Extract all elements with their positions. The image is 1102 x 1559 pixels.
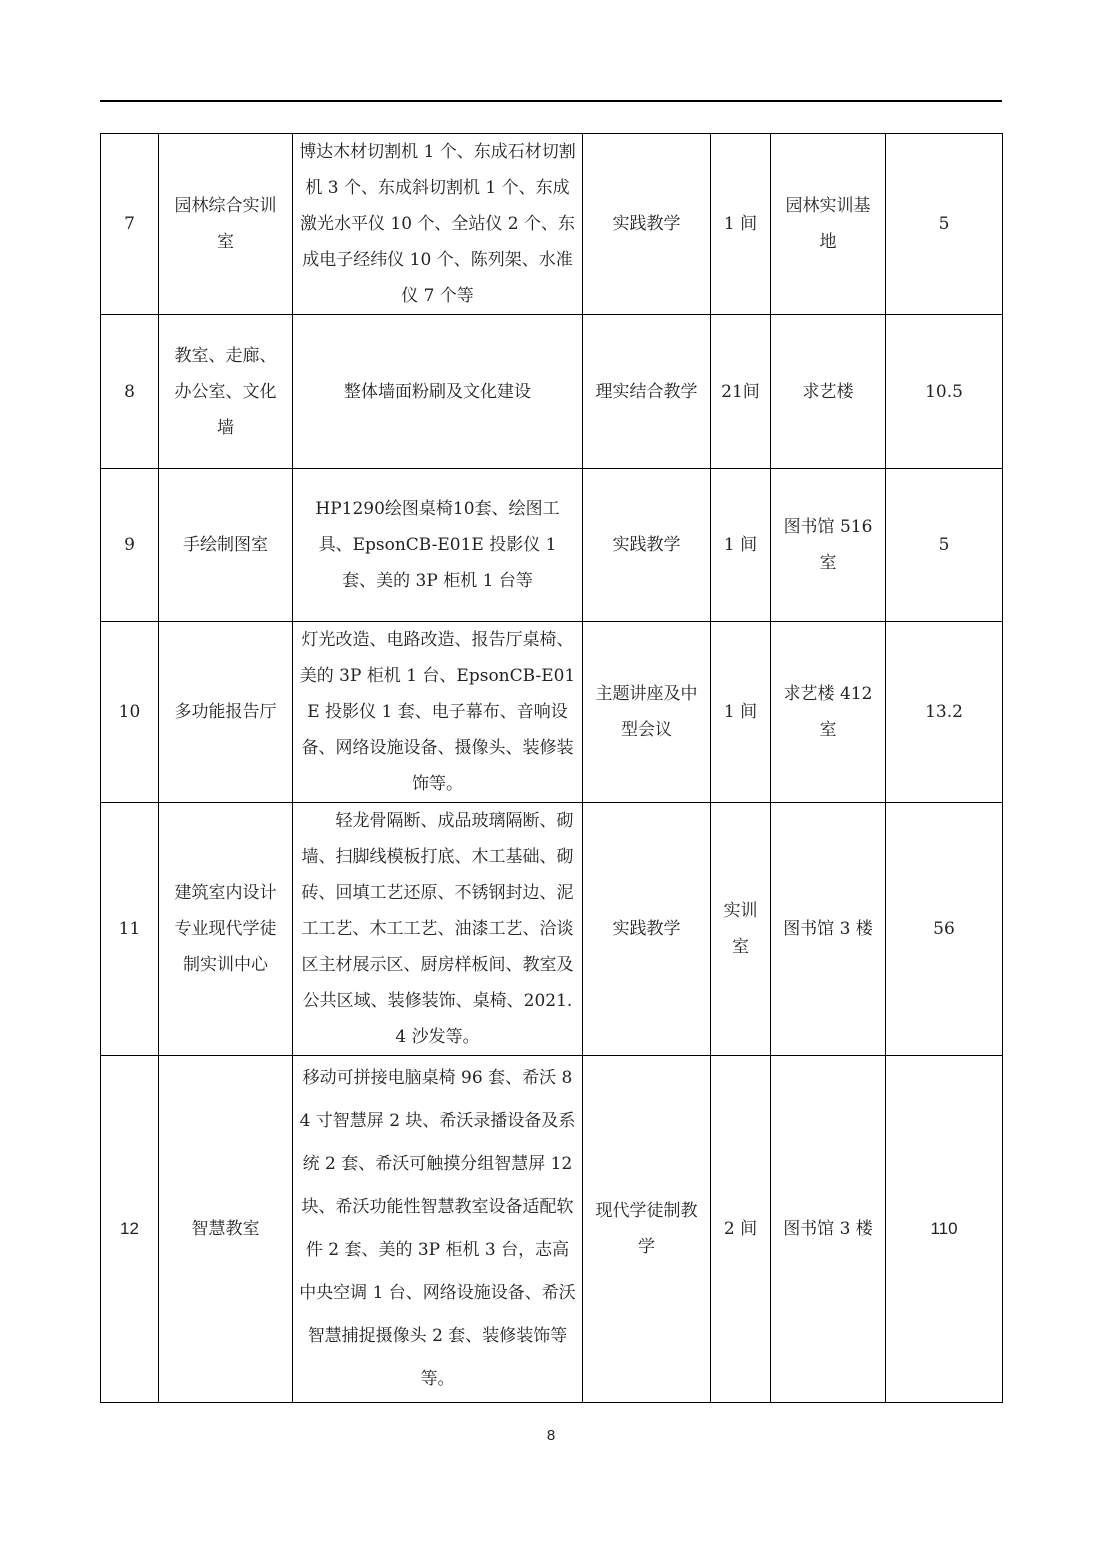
- row-number: 8: [101, 315, 159, 469]
- row-number: 9: [101, 469, 159, 622]
- construction-content: 轻龙骨隔断、成品玻璃隔断、砌墙、扫脚线模板打底、木工基础、砌砖、回填工艺还原、不锈钢封边、泥工工艺、木工工艺、油漆工艺、洽谈区主材展示区、厨房样板间、教室及公共区域、装修装饰、桌椅、2021.4 沙发等。: [293, 803, 583, 1056]
- location: 求艺楼 412 室: [771, 622, 886, 803]
- row-number: 7: [101, 134, 159, 315]
- amount: 56: [886, 803, 1003, 1056]
- room-name: 多功能报告厅: [159, 622, 293, 803]
- amount: 5: [886, 134, 1003, 315]
- usage: 主题讲座及中型会议: [583, 622, 711, 803]
- quantity: 1 间: [711, 469, 771, 622]
- table-row: [101, 803, 1003, 1056]
- construction-content: 博达木材切割机 1 个、东成石材切割机 3 个、东成斜切割机 1 个、东成激光水平仪 10 个、全站仪 2 个、东成电子经纬仪 10 个、陈列架、水准仪 7 个等: [293, 134, 583, 315]
- quantity: 实训室: [711, 803, 771, 1056]
- table-row: [101, 469, 1003, 622]
- table-row: [101, 622, 1003, 803]
- row-number: 12: [101, 1056, 159, 1403]
- construction-content: HP1290绘图桌椅10套、绘图工具、EpsonCB-E01E 投影仪 1 套、美的 3P 柜机 1 台等: [293, 469, 583, 622]
- quantity: 2 间: [711, 1056, 771, 1403]
- room-name: 智慧教室: [159, 1056, 293, 1403]
- amount: 10.5: [886, 315, 1003, 469]
- table-row: [101, 134, 1003, 315]
- page-number: 8: [546, 1427, 556, 1444]
- location: 图书馆 3 楼: [771, 1056, 886, 1403]
- construction-content: 移动可拼接电脑桌椅 96 套、希沃 84 寸智慧屏 2 块、希沃录播设备及系统 2 套、希沃可触摸分组智慧屏 12 块、希沃功能性智慧教室设备适配软件 2 套、美的 3P 柜机 3 台，志高中央空调 1 台、网络设施设备、希沃智慧捕捉摄像头 2 套、装修装饰等等。: [293, 1056, 583, 1403]
- location: 图书馆 516 室: [771, 469, 886, 622]
- construction-content: 整体墙面粉刷及文化建设: [293, 315, 583, 469]
- equipment-table: [100, 133, 1003, 1403]
- table-row: [101, 315, 1003, 469]
- usage: 实践教学: [583, 803, 711, 1056]
- location: 园林实训基地: [771, 134, 886, 315]
- header-rule: [100, 100, 1002, 102]
- table-row: [101, 1056, 1003, 1403]
- room-name: 园林综合实训室: [159, 134, 293, 315]
- amount: 5: [886, 469, 1003, 622]
- amount: 13.2: [886, 622, 1003, 803]
- room-name: 教室、走廊、办公室、文化墙: [159, 315, 293, 469]
- usage: 理实结合教学: [583, 315, 711, 469]
- usage: 实践教学: [583, 469, 711, 622]
- construction-content: 灯光改造、电路改造、报告厅桌椅、美的 3P 柜机 1 台、EpsonCB-E01E 投影仪 1 套、电子幕布、音响设备、网络设施设备、摄像头、装修装饰等。: [293, 622, 583, 803]
- location: 求艺楼: [771, 315, 886, 469]
- quantity: 1 间: [711, 134, 771, 315]
- room-name: 建筑室内设计专业现代学徒制实训中心: [159, 803, 293, 1056]
- location: 图书馆 3 楼: [771, 803, 886, 1056]
- usage: 现代学徒制教学: [583, 1056, 711, 1403]
- row-number: 10: [101, 622, 159, 803]
- quantity: 21间: [711, 315, 771, 469]
- room-name: 手绘制图室: [159, 469, 293, 622]
- row-number: 11: [101, 803, 159, 1056]
- amount: 110: [886, 1056, 1003, 1403]
- quantity: 1 间: [711, 622, 771, 803]
- usage: 实践教学: [583, 134, 711, 315]
